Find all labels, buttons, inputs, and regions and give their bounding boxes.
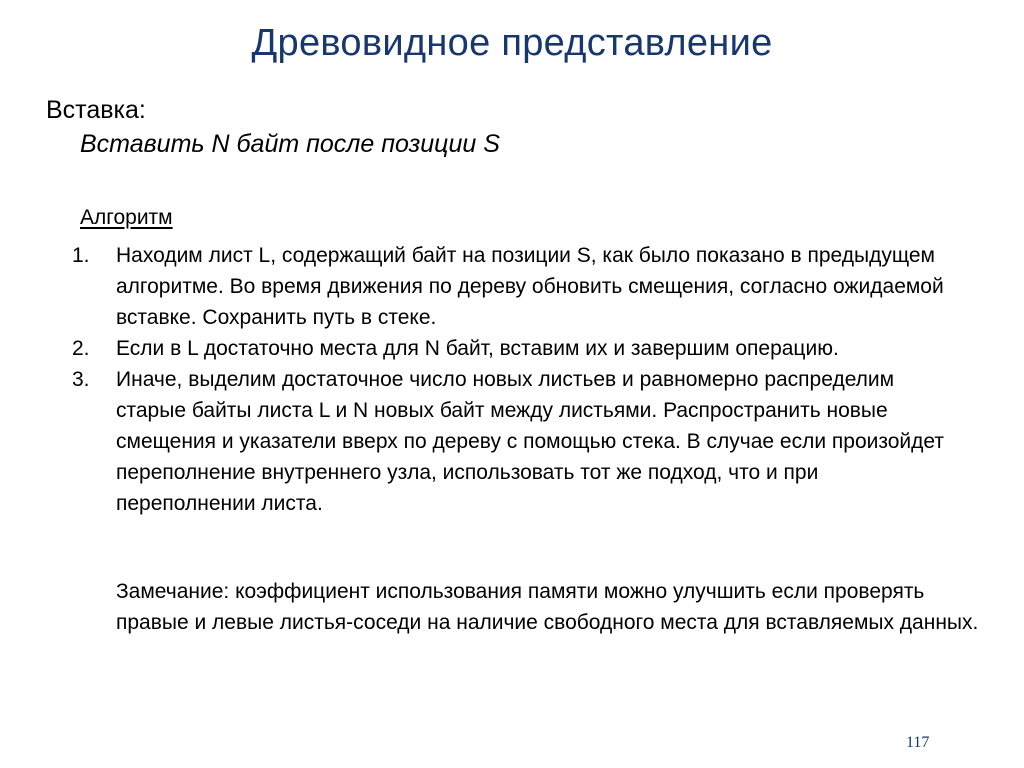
step-text: Если в L достаточно места для N байт, вставим их и завершим операцию. [116, 337, 839, 360]
subtitle: Вставить N байт после позиции S [80, 130, 500, 158]
algorithm-heading: Алгоритм [80, 206, 173, 229]
algorithm-step [72, 364, 972, 519]
slide-title: Древовидное представление [251, 22, 773, 64]
algorithm-step [72, 240, 972, 333]
algorithm-steps [72, 240, 972, 519]
algorithm-step [72, 333, 972, 364]
step-text: Находим лист L, содержащий байт на позиции S, как было показано в предыдущем алгоритме. Во время движения по дереву обновить смещения, согласно ожидаемой вставке. Сохранить путь в стеке. [116, 244, 944, 329]
page-number: 117 [906, 734, 930, 751]
section-label: Вставка: [46, 96, 146, 124]
step-number: 2. [72, 337, 90, 360]
step-number: 1. [72, 244, 90, 267]
step-number: 3. [72, 368, 90, 391]
note-paragraph: Замечание: коэффициент использования памяти можно улучшить если проверять правые и левые листья-соседи на наличие свободного места для вставляемых данных. [116, 580, 979, 634]
step-text: Иначе, выделим достаточное число новых листьев и равномерно распределим старые байты листа L и N новых байт между листьями. Распространить новые смещения и указатели вверх по дереву с помощью стека. В случае если произойдет переполнение внутреннего узла, использовать тот же подход, что и при переполнении листа. [116, 368, 945, 515]
